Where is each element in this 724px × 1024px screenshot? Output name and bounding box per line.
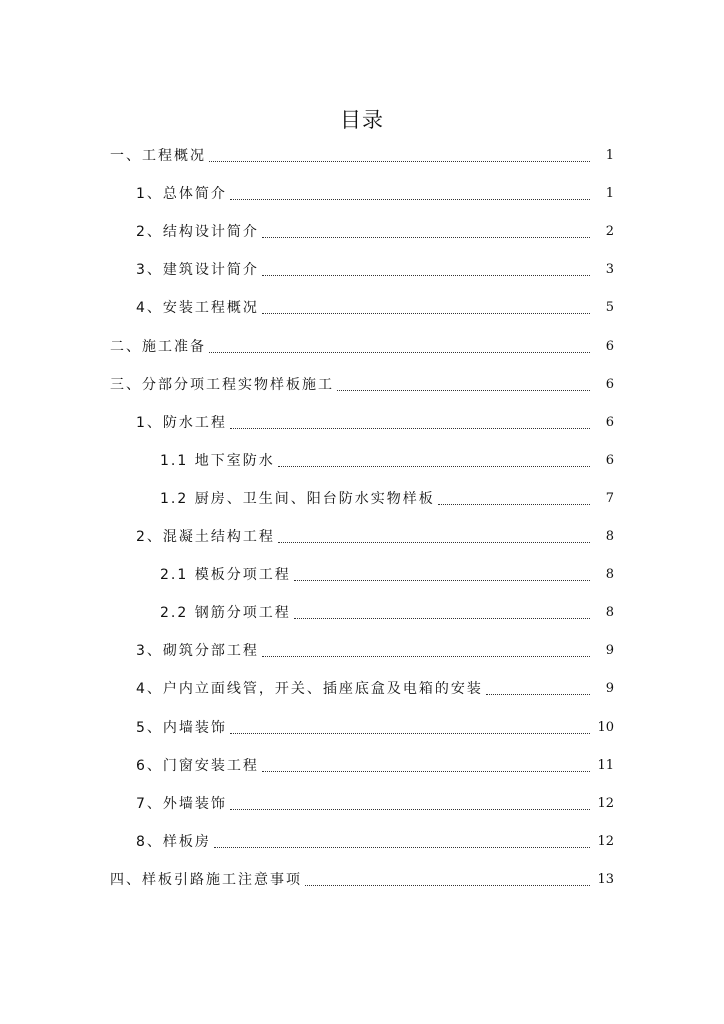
toc-entry-label: 8、样板房 [136,834,211,850]
toc-entry-page-number: 1 [605,186,614,201]
toc-entry-label: 2、结构设计简介 [136,224,259,240]
toc-dot-leader [278,541,590,543]
toc-entry-label: 2、混凝土结构工程 [136,529,275,545]
toc-dot-leader [230,427,590,429]
toc-dot-leader [230,732,590,734]
toc-entry-page-number: 9 [605,643,614,658]
toc-entry-label: 4、户内立面线管，开关、插座底盒及电箱的安装 [136,681,483,697]
toc-dot-leader [214,846,590,848]
toc-entry-page-number: 12 [597,796,614,811]
toc-entry[interactable] [136,641,614,661]
toc-entry[interactable] [136,832,614,852]
toc-entry[interactable] [136,260,614,280]
toc-entry-page-number: 8 [605,529,614,544]
toc-entry-label: 一、工程概况 [110,148,206,164]
toc-entry-page-number: 7 [605,491,614,506]
toc-entry[interactable] [136,527,614,547]
toc-entry[interactable] [160,489,614,509]
toc-entry-page-number: 8 [605,605,614,620]
toc-dot-leader [294,579,590,581]
page-title: 目录 [340,108,384,132]
toc-dot-leader [337,389,590,391]
toc-dot-leader [262,655,590,657]
toc-entry-page-number: 6 [605,339,614,354]
toc-dot-leader [278,465,590,467]
toc-entry-page-number: 6 [605,453,614,468]
toc-entry-page-number: 6 [605,377,614,392]
toc-entry[interactable] [110,146,614,166]
toc-entry-label: 2.1 模板分项工程 [160,567,291,583]
toc-dot-leader [262,312,590,314]
toc-entry-label: 4、安装工程概况 [136,300,259,316]
toc-entry[interactable] [136,679,614,699]
toc-entry[interactable] [136,756,614,776]
toc-dot-leader [305,884,590,886]
toc-entry-label: 二、施工准备 [110,339,206,355]
toc-entry[interactable] [136,222,614,242]
toc-entry[interactable] [110,870,614,890]
toc-entry-label: 三、分部分项工程实物样板施工 [110,377,334,393]
toc-entry-label: 1.2 厨房、卫生间、阳台防水实物样板 [160,491,435,507]
toc-entry-page-number: 10 [597,720,614,735]
toc-entry-label: 1、防水工程 [136,415,227,431]
toc-dot-leader [209,351,590,353]
toc-entry-label: 5、内墙装饰 [136,720,227,736]
toc-entry-label: 2.2 钢筋分项工程 [160,605,291,621]
toc-entry[interactable] [136,413,614,433]
toc-entry-label: 1、总体简介 [136,186,227,202]
toc-entry-page-number: 12 [597,834,614,849]
toc-entry-page-number: 5 [605,300,614,315]
toc-entry[interactable] [136,718,614,738]
toc-entry-page-number: 6 [605,415,614,430]
toc-entry[interactable] [136,794,614,814]
toc-entry-label: 7、外墙装饰 [136,796,227,812]
toc-entry-page-number: 8 [605,567,614,582]
toc-entry[interactable] [136,184,614,204]
toc-dot-leader [486,693,590,695]
toc-entry-label: 3、砌筑分部工程 [136,643,259,659]
toc-entry[interactable] [160,603,614,623]
toc-entry-page-number: 2 [605,224,614,239]
toc-dot-leader [262,770,590,772]
toc-entry[interactable] [136,298,614,318]
toc-dot-leader [209,160,590,162]
toc-dot-leader [262,236,590,238]
toc-entry-label: 6、门窗安装工程 [136,758,259,774]
toc-entry[interactable] [160,565,614,585]
toc-entry-label: 1.1 地下室防水 [160,453,275,469]
toc-entry[interactable] [110,375,614,395]
toc-dot-leader [438,503,590,505]
toc-entry[interactable] [160,451,614,471]
toc-entry-label: 四、样板引路施工注意事项 [110,872,302,888]
toc-entry-label: 3、建筑设计简介 [136,262,259,278]
toc-entry-page-number: 13 [597,872,614,887]
toc-entry[interactable] [110,337,614,357]
toc-entry-page-number: 11 [597,758,614,773]
toc-entry-page-number: 3 [605,262,614,277]
toc-dot-leader [294,617,590,619]
toc-dot-leader [262,274,590,276]
toc-dot-leader [230,198,590,200]
toc-entry-page-number: 9 [605,681,614,696]
toc-entry-page-number: 1 [605,148,614,163]
toc-dot-leader [230,808,590,810]
